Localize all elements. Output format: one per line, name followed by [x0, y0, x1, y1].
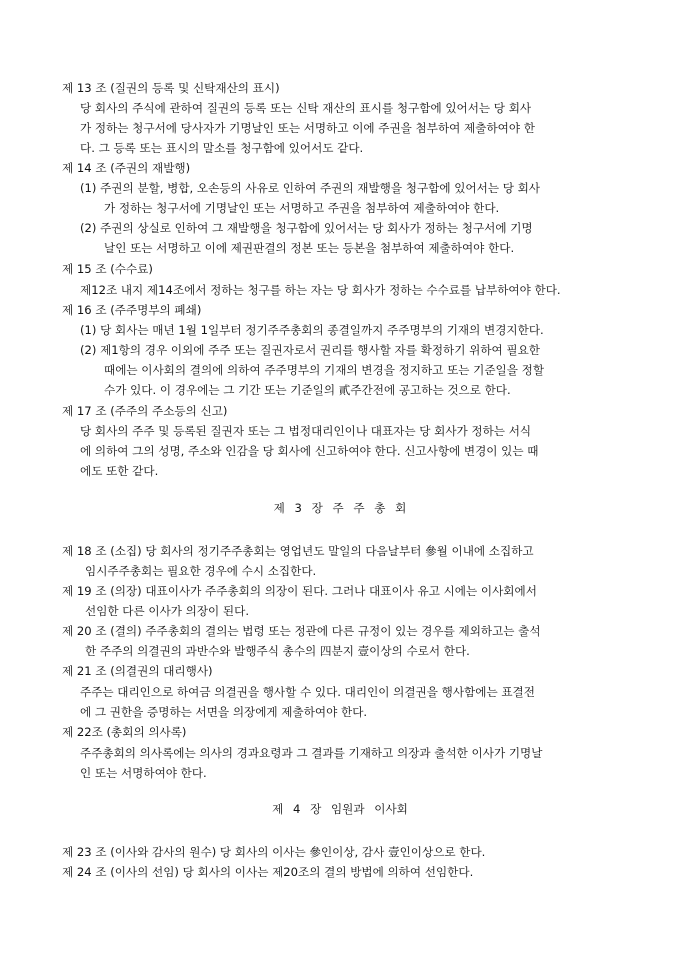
- article-21-line: 에 그 권한을 증명하는 서면을 의장에게 제출하여야 한다.: [80, 705, 368, 719]
- chapter-4-title: 제 4 장 임원과 이사회: [272, 802, 408, 816]
- article-17-line: 에도 또한 같다.: [80, 464, 159, 478]
- article-22-heading: 제 22조 (총회의 의사록): [62, 725, 187, 739]
- article-18-cont: 임시주주총회는 필요한 경우에 수시 소집한다.: [85, 564, 317, 578]
- article-14-item-2: (2) 주권의 상실로 인하여 그 재발행을 청구함에 있어서는 당 회사가 정하는 청구서에 기명: [80, 221, 533, 235]
- article-13-line: 가 정하는 청구서에 당사자가 기명날인 또는 서명하고 이에 주권을 첨부하여 제출하여야 한: [80, 121, 535, 135]
- article-19-cont: 선임한 다른 이사가 의장이 된다.: [85, 604, 250, 618]
- article-23-line: 제 23 조 (이사와 감사의 원수) 당 회사의 이사는 參인이상, 감사 壹인이상으로 한다.: [62, 845, 486, 859]
- article-13-heading: 제 13 조 (질권의 등록 및 신탁재산의 표시): [62, 81, 280, 95]
- article-17-line: 당 회사의 주주 및 등록된 질권자 또는 그 법정대리인이나 대표자는 당 회사가 정하는 서식: [80, 424, 532, 438]
- article-16-item-2-cont: 수가 있다. 이 경우에는 그 기간 또는 기준일의 貳주간전에 공고하는 것으로 한다.: [104, 383, 511, 397]
- article-14-item-1: (1) 주권의 분할, 병합, 오손등의 사유로 인하여 주권의 재발행을 청구함에 있어서는 당 회사: [80, 181, 541, 195]
- article-20-cont: 한 주주의 의결권의 과반수와 발행주식 총수의 四분지 壹이상의 수로서 한다.: [85, 644, 470, 658]
- article-17-heading: 제 17 조 (주주의 주소등의 신고): [62, 404, 228, 418]
- article-14-heading: 제 14 조 (주권의 재발행): [62, 161, 191, 175]
- article-19-line: 제 19 조 (의장) 대표이사가 주주총회의 의장이 된다. 그러나 대표이사 유고 시에는 이사회에서: [62, 584, 537, 598]
- article-16-item-1: (1) 당 회사는 매년 1월 1일부터 정기주주총회의 종결일까지 주주명부의 기재의 변경지한다.: [80, 323, 544, 337]
- article-22-line: 인 또는 서명하여야 한다.: [80, 766, 207, 780]
- article-13-line: 당 회사의 주식에 관하여 질권의 등록 또는 신탁 재산의 표시를 청구함에 있어서는 당 회사: [80, 101, 532, 115]
- article-20-line: 제 20 조 (결의) 주주총회의 결의는 법령 또는 정관에 다른 규정이 있는 경우를 제외하고는 출석: [62, 624, 541, 638]
- chapter-3-title: 제 3 장 주 주 총 회: [273, 501, 407, 515]
- article-16-item-2-cont: 때에는 이사회의 결의에 의하여 주주명부의 기재의 변경을 정지하고 또는 기준일을 정할: [104, 363, 545, 377]
- article-21-heading: 제 21 조 (의결권의 대리행사): [62, 664, 213, 678]
- article-17-line: 에 의하여 그의 성명, 주소와 인감을 당 회사에 신고하여야 한다. 신고사항에 변경이 있는 때: [80, 444, 539, 458]
- article-16-item-2: (2) 제1항의 경우 이외에 주주 또는 질권자로서 권리를 행사할 자를 확정하기 위하여 필요한: [80, 343, 541, 357]
- article-16-heading: 제 16 조 (주주명부의 폐쇄): [62, 303, 202, 317]
- article-15-line: 제12조 내지 제14조에서 정하는 청구를 하는 자는 당 회사가 정하는 수수료를 납부하여야 한다.: [80, 283, 561, 297]
- article-14-item-2-cont: 날인 또는 서명하고 이에 제권판결의 정본 또는 등본을 첨부하여 제출하여야 한다.: [104, 241, 515, 255]
- article-18-line: 제 18 조 (소집) 당 회사의 정기주주총회는 영업년도 말일의 다음날부터 參월 이내에 소집하고: [62, 544, 534, 558]
- article-24-line: 제 24 조 (이사의 선임) 당 회사의 이사는 제20조의 결의 방법에 의하여 선임한다.: [62, 865, 474, 879]
- article-21-line: 주주는 대리인으로 하여금 의결권을 행사할 수 있다. 대리인이 의결권을 행사함에는 표결전: [80, 685, 535, 699]
- article-14-item-1-cont: 가 정하는 청구서에 기명날인 또는 서명하고 주권을 첨부하여 제출하여야 한다.: [104, 201, 500, 215]
- article-15-heading: 제 15 조 (수수료): [62, 262, 153, 276]
- article-13-line: 다. 그 등록 또는 표시의 말소를 청구함에 있어서도 같다.: [80, 141, 364, 155]
- article-22-line: 주주총회의 의사록에는 의사의 경과요령과 그 결과를 기재하고 의장과 출석한 이사가 기명날: [80, 746, 543, 760]
